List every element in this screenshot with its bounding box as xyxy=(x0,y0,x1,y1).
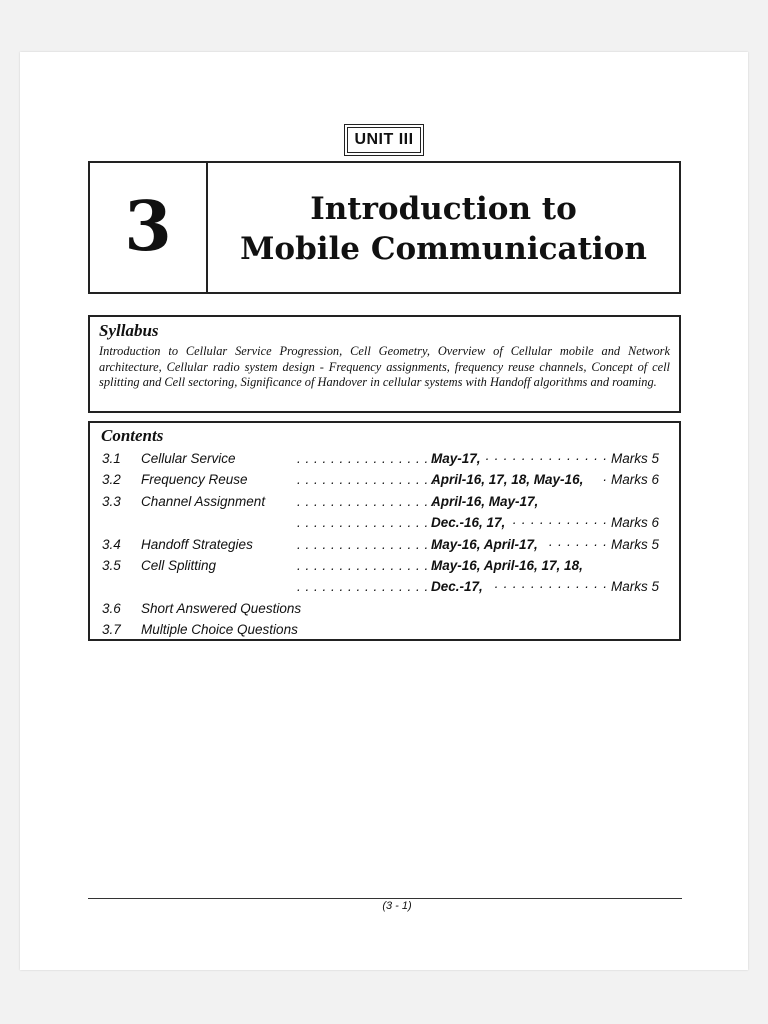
contents-row xyxy=(101,469,670,490)
section-title: Channel Assignment xyxy=(141,493,266,509)
contents-row xyxy=(101,598,670,619)
contents-row-continued xyxy=(101,512,670,533)
contents-heading: Contents xyxy=(101,426,164,445)
section-title: Frequency Reuse xyxy=(141,472,248,488)
page-number: (3 - 1) xyxy=(382,900,412,912)
marks-value: Marks 5 xyxy=(610,579,659,595)
section-title: Short Answered Questions xyxy=(141,600,302,616)
section-number: 3.7 xyxy=(102,622,121,638)
leader-dots: . . . . . . . . . . . . . . . . . xyxy=(297,536,438,552)
leader-dots: . . . . . . . . . . . . . . . . . xyxy=(297,515,438,531)
chapter-title-line1: Introduction to xyxy=(310,191,577,227)
marks-group xyxy=(512,512,659,533)
chapter-title-line2: Mobile Communication xyxy=(240,231,647,267)
exam-years: May-16, April-17, xyxy=(431,536,538,552)
marks-dots: · · · · · · · · · · · · · · xyxy=(484,451,608,466)
marks-dots: · · · · · · · · · · · · · xyxy=(493,579,608,595)
contents-row xyxy=(101,491,670,512)
marks-group xyxy=(494,576,659,597)
exam-years: Dec.-17, xyxy=(431,579,483,595)
exam-years: May-17, xyxy=(431,451,481,466)
section-number: 3.6 xyxy=(102,600,121,616)
contents-row xyxy=(101,619,670,640)
syllabus-box xyxy=(88,315,681,413)
contents-row xyxy=(101,534,670,555)
leader-dots: . . . . . . . . . . . . . . . . . xyxy=(297,472,438,488)
section-title: Cell Splitting xyxy=(141,557,217,573)
section-title: Handoff Strategies xyxy=(141,536,253,552)
marks-dots: · · · · · · · xyxy=(548,536,608,552)
marks-value: Marks 6 xyxy=(610,515,659,531)
contents-box xyxy=(88,421,681,641)
leader-dots: . . . . . . . . . . . . . . . . . xyxy=(297,493,438,509)
section-number: 3.5 xyxy=(102,557,121,573)
marks-value: Marks 6 xyxy=(610,472,659,488)
exam-years: May-16, April-16, 17, 18, xyxy=(431,557,583,573)
exam-years: April-16, 17, 18, May-16, xyxy=(431,472,584,488)
contents-row xyxy=(101,448,670,469)
unit-label: UNIT III xyxy=(347,127,421,153)
marks-dots: · xyxy=(602,472,608,488)
syllabus-text: Introduction to Cellular Service Progression, Cell Geometry, Overview of Cellular mobile and Network architecture, Cellular radio system design - Frequency assignments, frequency reuse channels, Concept of cell splitting and Cell sectoring, Significance of Handover in cellular systems with Handoff algorithms and roaming. xyxy=(99,344,670,390)
footer-divider xyxy=(88,898,682,899)
leader-dots: . . . . . . . . . . . . . . . . . xyxy=(297,557,438,573)
section-title: Cellular Service xyxy=(141,451,236,466)
chapter-number: 3 xyxy=(90,163,208,292)
marks-dots: · · · · · · · · · · · xyxy=(511,515,608,531)
marks-group xyxy=(485,448,659,469)
marks-group xyxy=(548,534,659,555)
section-number: 3.2 xyxy=(102,472,121,488)
chapter-title xyxy=(208,189,679,269)
section-title: Multiple Choice Questions xyxy=(141,622,298,638)
contents-row-continued xyxy=(101,576,670,597)
exam-years: April-16, May-17, xyxy=(431,493,539,509)
syllabus-heading: Syllabus xyxy=(99,321,159,340)
marks-value: Marks 5 xyxy=(610,451,659,466)
section-number: 3.3 xyxy=(102,493,121,509)
exam-years: Dec.-16, 17, xyxy=(431,515,506,531)
leader-dots: . . . . . . . . . . . . . . . . . xyxy=(297,579,438,595)
leader-dots: . . . . . . . . . . . . . . . . . xyxy=(297,451,438,466)
contents-row xyxy=(101,555,670,576)
section-number: 3.1 xyxy=(102,451,121,466)
section-number: 3.4 xyxy=(102,536,121,552)
unit-badge xyxy=(344,124,424,156)
marks-group xyxy=(602,469,659,490)
chapter-header xyxy=(88,161,681,294)
marks-value: Marks 5 xyxy=(610,536,659,552)
